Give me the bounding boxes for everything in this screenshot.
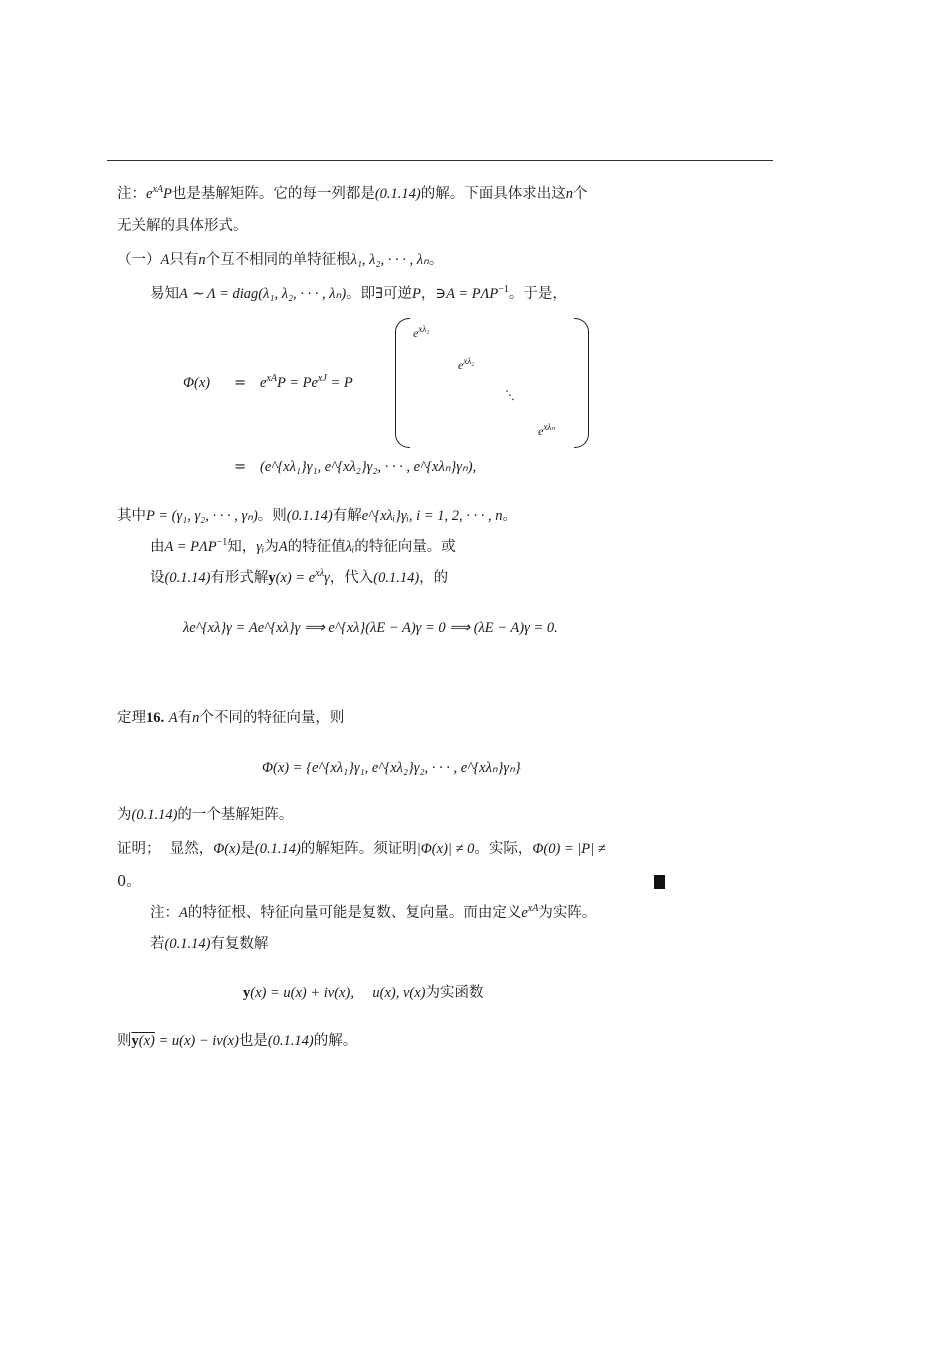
display1-rhs (260, 373, 353, 393)
math-a: A (160, 252, 170, 268)
math-det: |Φ(x)| ≠ 0 (416, 841, 475, 857)
text: 个互不相同的单特征根 (205, 252, 351, 268)
text: 有 (177, 710, 193, 726)
text: 个不同的特征向量，则 (199, 710, 345, 726)
top-rule (107, 160, 773, 161)
from-line (150, 537, 456, 557)
if-complex-line (150, 934, 268, 954)
matrix-cell-dots: ⋱ (503, 388, 515, 402)
text: 。则 (257, 508, 287, 524)
text: 的解。 (313, 1033, 358, 1049)
text: 的一个基解矩阵。 (177, 807, 294, 823)
text: 易知 (150, 286, 179, 302)
text: 的特征向量。或 (354, 539, 456, 555)
math-sup: xA (527, 903, 539, 915)
text: 知， (227, 539, 257, 555)
text: 也是 (238, 1033, 268, 1049)
math-uv: u(x), v(x) (372, 985, 426, 1001)
math-p: P (162, 186, 172, 202)
math-gamma: γᵢ (256, 539, 265, 555)
note-label: 注： (150, 905, 179, 921)
math-sup: xA (266, 373, 277, 385)
text: ，∋ (420, 286, 447, 302)
text: 的解。下面具体求出这 (420, 186, 566, 202)
math-decomp: A = PΛP (446, 286, 499, 302)
case1-heading (117, 250, 443, 270)
text: 为 (117, 807, 132, 823)
text: 。即∃可逆 (346, 286, 413, 302)
display1-eq: = (234, 375, 247, 391)
left-paren (395, 318, 410, 448)
text: 的解矩阵。须证明 (300, 841, 417, 857)
text: 设 (150, 570, 165, 586)
text: ，代入 (329, 570, 374, 586)
math-e: e (260, 375, 267, 391)
math-lambda: λᵢ (345, 539, 355, 555)
math-solution: e^{xλᵢ}γᵢ, i = 1, 2, · · · , n (361, 508, 503, 524)
math-p-def: P = (γ₁, γ₂, · · · , γₙ) (146, 508, 258, 524)
display2: λe^{xλ}γ = Ae^{xλ}γ ⟹ e^{xλ}(λE − A)γ = 0 ⟹ (λE − A)γ = 0. (183, 620, 558, 636)
display1-lhs (183, 373, 210, 393)
math-p: P (412, 286, 421, 302)
text: 只有 (169, 252, 199, 268)
math-y: y (243, 985, 251, 1001)
text: 。 (428, 252, 444, 268)
equation-ref: (0.1.14) (131, 807, 178, 823)
case-label: （一） (117, 252, 161, 268)
text: 为实阵。 (538, 905, 597, 921)
math-n: n (192, 710, 200, 726)
where-line (117, 506, 517, 526)
math-y: y (268, 570, 276, 586)
right-paren (574, 318, 589, 448)
equation-ref: (0.1.14) (254, 841, 301, 857)
qed-square (654, 875, 665, 889)
math-decomp: A = PΛP (164, 539, 217, 555)
theorem-label: 定理 (117, 710, 146, 726)
math-complex: (x) = u(x) + iv(x), (250, 985, 354, 1001)
basis-line (117, 805, 293, 825)
text: 为 (264, 539, 279, 555)
equation-ref: (0.1.14) (164, 936, 211, 952)
math-a: A (179, 905, 188, 921)
note2-line (150, 903, 596, 923)
diagonal-matrix (395, 318, 589, 446)
theorem-line (117, 708, 344, 728)
text: 若 (150, 936, 165, 952)
math-sup: xλ (315, 568, 325, 580)
then-line (117, 1031, 357, 1051)
equation-ref: (0.1.14) (374, 186, 421, 202)
equation-ref: (0.1.14) (373, 570, 420, 586)
math-n: n (198, 252, 206, 268)
math-y: y (131, 1033, 139, 1049)
note1-line1 (117, 184, 588, 204)
text: 也是基解矩阵。它的每一列都是 (171, 186, 375, 202)
text: ，的 (419, 570, 449, 586)
matrix-cell-2: $e^{x\lambda_2}$ (458, 356, 475, 372)
math-phi-zero: Φ(0) = |P| ≠ (532, 841, 606, 857)
math-e: e (146, 186, 153, 202)
math-sup: xJ (317, 373, 327, 385)
math-sup: −1 (498, 284, 509, 296)
text: 的特征根、特征向量可能是复数、复向量。而由定义 (187, 905, 522, 921)
text: 为实函数 (425, 985, 484, 1001)
text: 是 (240, 841, 255, 857)
matrix-cell-1: $e^{x\lambda_1}$ (413, 324, 430, 340)
math-text: = P (326, 375, 353, 391)
text: 个 (573, 186, 588, 202)
display1-line2 (260, 457, 476, 477)
matrix-cell-n: $e^{x\lambda_n}$ (538, 422, 555, 438)
math-a: A (278, 539, 288, 555)
math-e: e (521, 905, 528, 921)
text: 显然， (169, 841, 214, 857)
math-similar: A ∼ Λ = diag(λ₁, λ₂, · · · , λₙ) (179, 286, 347, 302)
math-roots: λ₁, λ₂, · · · , λₙ (350, 252, 429, 268)
math-sup: −1 (216, 537, 228, 549)
math-text: P = Pe (276, 375, 318, 391)
suppose-line (150, 568, 448, 588)
text: 有形式解 (210, 570, 269, 586)
math-a: A (168, 710, 178, 726)
text: 则 (117, 1033, 132, 1049)
display1-line2-eq: = (234, 459, 247, 475)
math-n: n (565, 186, 574, 202)
text: 。实际， (474, 841, 533, 857)
display4 (243, 983, 484, 1003)
equation-ref: (0.1.14) (164, 570, 211, 586)
easy-line (150, 284, 567, 304)
math-sup: xA (152, 184, 163, 196)
math-phi: Φ(x) (183, 375, 211, 391)
math-text: (x) = e (275, 570, 316, 586)
proof-line (117, 839, 606, 859)
note-label: 注： (117, 186, 146, 202)
text: 其中 (117, 508, 146, 524)
text: 。 (502, 508, 517, 524)
text: 。于是， (508, 286, 567, 302)
proof-label: 证明； (117, 841, 161, 857)
math-gamma: γ (324, 570, 330, 586)
proof-cont: 0。 (117, 874, 141, 890)
text: 有解 (332, 508, 362, 524)
math-columns: (e^{xλ₁}γ₁, e^{xλ₂}γ₂, · · · , e^{xλₙ}γₙ), (260, 459, 477, 475)
math-arg: (x) (138, 1033, 155, 1049)
note1-line2: 无关解的具体形式。 (117, 218, 248, 234)
math-conjugate: = u(x) − iv(x) (154, 1033, 239, 1049)
text: 由 (150, 539, 165, 555)
math-phi: Φ(x) (213, 841, 241, 857)
theorem-number: 16. (146, 710, 165, 726)
equation-ref: (0.1.14) (267, 1033, 314, 1049)
text: 有复数解 (210, 936, 269, 952)
display3: Φ(x) = {e^{xλ₁}γ₁, e^{xλ₂}γ₂, · · · , e^{xλₙ}γₙ} (262, 760, 521, 776)
text: 的特征值 (287, 539, 346, 555)
equation-ref: (0.1.14) (286, 508, 333, 524)
